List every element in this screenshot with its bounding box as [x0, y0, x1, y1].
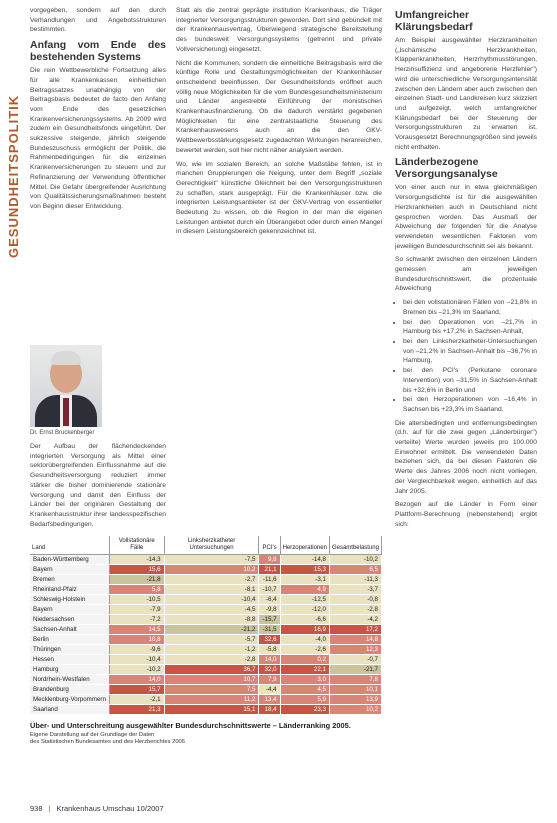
value-cell: 21,1: [259, 565, 280, 575]
value-cell: -7,2: [109, 615, 164, 625]
value-cell: 23,3: [280, 705, 329, 715]
column-header: Land: [30, 536, 109, 555]
value-cell: 10,2: [329, 705, 381, 715]
value-cell: -2,6: [280, 645, 329, 655]
column-header: Linksherzkatheter Untersuchungen: [164, 536, 259, 555]
region-cell: Brandenburg: [30, 685, 109, 695]
value-cell: -2,7: [164, 575, 259, 585]
value-cell: -5,7: [164, 635, 259, 645]
table-row: [30, 645, 382, 655]
table-header-row: [30, 536, 382, 555]
value-cell: -15,7: [259, 615, 280, 625]
section-heading: Umfangreicher Klärungsbedarf: [395, 9, 473, 33]
column-header: PCI's: [259, 536, 280, 555]
value-cell: 36,7: [164, 665, 259, 675]
value-cell: 5,9: [280, 695, 329, 705]
table-row: [30, 605, 382, 615]
publication-name: Krankenhaus Umschau 10/2007: [56, 804, 164, 813]
table-row: [30, 675, 382, 685]
value-cell: -10,4: [164, 595, 259, 605]
value-cell: -12,0: [280, 605, 329, 615]
value-cell: -11,3: [329, 575, 381, 585]
value-cell: 32,6: [259, 635, 280, 645]
region-cell: Bayern: [30, 605, 109, 615]
column-header: Herzoperationen: [280, 536, 329, 555]
value-cell: 18,4: [259, 705, 280, 715]
value-cell: 6,5: [329, 565, 381, 575]
value-cell: 14,5: [109, 625, 164, 635]
paragraph: Bezogen auf die Länder in Form einer Plattform-Berechnung (nebenstehend) ergibt sich:: [395, 501, 537, 528]
column-2: [176, 6, 382, 241]
value-cell: 14,0: [259, 655, 280, 665]
value-cell: 22,1: [280, 665, 329, 675]
region-cell: Sachsen-Anhalt: [30, 625, 109, 635]
value-cell: -11,6: [259, 575, 280, 585]
author-photo: [30, 345, 102, 427]
value-cell: 21,3: [109, 705, 164, 715]
region-cell: Bayern: [30, 565, 109, 575]
value-cell: -14,3: [109, 555, 164, 565]
paragraph: Die altersbedingten und entfernungsbedingten (d.h. auf für die zwei gegen „Länderbürger") verteilte) Werte wurden jeweils pro 100.000 Einwohner ermittelt. Die verwendeten Daten beziehen sich, da bei diesen Faktoren die Werte des Jahres 2006 noch nicht vorliegen, der Vergleichbarkeit wegen, einheitlich auf das Jahr 2005.: [395, 419, 537, 495]
value-cell: -10,4: [109, 655, 164, 665]
value-cell: -5,8: [259, 645, 280, 655]
table-row: [30, 685, 382, 695]
table-body: [30, 555, 382, 715]
region-cell: Berlin: [30, 635, 109, 645]
value-cell: 10,2: [164, 565, 259, 575]
paragraph: Wo, wie im sozialen Bereich, an solche Maßstäbe fehlen, ist in manchen Gruppierungen die Neigung, unter dem Begriff „soziale Gerechtigkeit" künstliche Gleichheit bei den Versorgungsstrukturen zu schaffen, stark ausgeprägt. Für die Krankenhäuser bzw. die integrierten Leistungsanbieter ist der GKV-Vertrag von essentieller Bedeutung zu wissen, ob die Region in der man die eigenen Leistungen anbietet durch ein Überangebot oder durch einen Mangel in diesem Leistungsbereich gekennzeichnet ist.: [176, 160, 382, 236]
value-cell: -4,5: [164, 605, 259, 615]
value-cell: 15,7: [109, 685, 164, 695]
value-cell: 13,4: [259, 695, 280, 705]
column-header: Vollstationäre Fälle: [109, 536, 164, 555]
page-number: 938: [30, 804, 43, 813]
region-cell: Thüringen: [30, 645, 109, 655]
value-cell: -3,1: [280, 575, 329, 585]
paragraph: Nicht die Kommunen, sondern die einheitliche Beitragsbasis wird die künftige Rolle und Gestaltungsmöglichkeiten der Krankenhäuser entscheidend beeinflussen. Der Gesundheitsfonds eröffnet auch völlig neue Möglichkeiten für die vom Bundesgesundheitsministerium und Länder angestrebte Einführung der monistischen Krankenhausfinanzierung. Ob die dadurch verstärkt gegebenen Möglichkeiten für eine zentralstaatliche Steuerung des Krankenhauswesens auch an die den GKV-Wettbewerbsstärkungsgesetz zugedachten Wirkungen heranreichen, bewertet werden, soll hier nicht näher analysiert werden.: [176, 59, 382, 154]
region-cell: Hamburg: [30, 665, 109, 675]
region-cell: Hessen: [30, 655, 109, 665]
table-row: [30, 635, 382, 645]
value-cell: -14,8: [280, 555, 329, 565]
region-cell: Niedersachsen: [30, 615, 109, 625]
region-cell: Mecklenburg-Vorpommern: [30, 695, 109, 705]
table-row: [30, 595, 382, 605]
table-source: [30, 732, 382, 746]
table-source-line: des Statistischen Bundesamtes und des Herzberichtes 2006: [30, 739, 185, 745]
paragraph: Statt als die zentral geprägte institution Krankenhaus, die Träger integrierter Versorgungsstrukturen geworden. Dort sind gebündelt mit der Krankenhausvertrag, Überwiegend strategische Bereitstellung des bundesweit Versorgungssystems (getrennt und private Vollversicherung) eingesetzt.: [176, 7, 382, 53]
region-cell: Baden-Württemberg: [30, 555, 109, 565]
value-cell: -31,5: [259, 625, 280, 635]
paragraph: Von einer auch nur in etwa gleichmäßigen Versorgungsdichte ist für die ausgewählten Herzkrankheiten auch in Deutschland nicht gesprochen worden. Das Ausmaß der Abweichung der folgenden für die Analyse verwendeten wesentlichen Faktoren vom jeweiligen Bundesdurchschnitt sei als bekannt.: [395, 184, 537, 250]
value-cell: 15,1: [164, 705, 259, 715]
value-cell: -21,8: [109, 575, 164, 585]
paragraph: Die rein Wettbewerbliche Fortsetzung alles für alle Krankenkassen einheitlichen Beitragssatzes unabhängig von der Beitragsbasis bedeutet de facto den Anfang vom Ende des gesetzlichen Krankenversicherungssystems. Ab 2009 wird zudem ein Gesundheitsfonds eingeführt. Der sukzessive steigende, jährlich steigende Bundeszuschuss ermöglicht der Politik, die Rahmenbedingungen für die einzelnen Krankenversicherungen zu steuern und zur Refinanzierung der Verwendung öffentlicher Mittel. Die Gefahr übergreifender Ausrichtung von Qualitätssicherungsmaßnahmen besteht von Beginn dieser Entwicklung.: [30, 67, 166, 210]
value-cell: 14,8: [329, 635, 381, 645]
value-cell: 10,8: [109, 635, 164, 645]
value-cell: -2,8: [164, 655, 259, 665]
value-cell: -3,7: [329, 585, 381, 595]
section-label: GESUNDHEITSPOLITIK: [6, 94, 21, 258]
value-cell: 3,0: [280, 675, 329, 685]
value-cell: 7,9: [259, 675, 280, 685]
value-cell: -12,5: [280, 595, 329, 605]
region-cell: Schleswig-Holstein: [30, 595, 109, 605]
region-cell: Nordrhein-Westfalen: [30, 675, 109, 685]
value-cell: -4,2: [329, 615, 381, 625]
value-cell: -0,7: [329, 655, 381, 665]
table-row: [30, 555, 382, 565]
ranking-table-block: [30, 536, 382, 746]
value-cell: -4,4: [259, 685, 280, 695]
paragraph: Der Aufbau der flächendeckenden integrierten Versorgung als Mittel einer sektorübergreifenden Einflussnahme auf die Gesundheitsversorgung reduziert immer stärker die bisher dominierende stationäre Versorgung und damit den Einfluss der Länder bei der originären Gestaltung der Krankenhausstruktur ihrer landesspezifischen Bedarfsbedingungen.: [30, 443, 166, 528]
value-cell: 15,3: [280, 565, 329, 575]
value-cell: -6,6: [280, 615, 329, 625]
column-3: [395, 6, 537, 533]
ranking-table: [30, 536, 382, 715]
region-cell: Rheinland-Pfalz: [30, 585, 109, 595]
bullet-list: [395, 298, 537, 414]
table-row: [30, 665, 382, 675]
value-cell: -4,0: [280, 635, 329, 645]
value-cell: 0,2: [280, 655, 329, 665]
column-header: Gesamtbelastung: [329, 536, 381, 555]
value-cell: -21,7: [329, 665, 381, 675]
value-cell: -9,6: [109, 645, 164, 655]
value-cell: -2,8: [329, 605, 381, 615]
value-cell: 4,9: [280, 585, 329, 595]
page-footer: 938 | Krankenhaus Umschau 10/2007: [30, 804, 164, 813]
photo-caption: Dr. Ernst Bruckenberger: [30, 430, 95, 436]
value-cell: -7,9: [109, 605, 164, 615]
region-cell: Bremen: [30, 575, 109, 585]
value-cell: 14,0: [109, 675, 164, 685]
table-caption: Über- und Unterschreitung ausgewählter Bundesdurchschnittswerte – Länderranking 2005.: [30, 721, 351, 730]
value-cell: 9,8: [259, 555, 280, 565]
list-item: • bei den PCI's (Perkutane coronare Intervention) von –31,5% in Sachsen-Anhalt bis +32,6% in Berlin und: [403, 366, 537, 395]
value-cell: -10,7: [259, 585, 280, 595]
list-item: • bei den Operationen von –21,7% in Hamburg bis +17,2% in Sachsen-Anhalt,: [403, 318, 537, 337]
value-cell: -10,5: [109, 595, 164, 605]
table-row: [30, 695, 382, 705]
value-cell: -8,8: [164, 615, 259, 625]
value-cell: 17,2: [329, 625, 381, 635]
table-source-line: Eigene Darstellung auf der Grundlage der Daten: [30, 732, 155, 738]
value-cell: 7,8: [329, 675, 381, 685]
section-heading: Anfang vom Ende des bestehenden Systems: [30, 39, 166, 64]
value-cell: 12,3: [329, 645, 381, 655]
value-cell: -10,2: [329, 555, 381, 565]
value-cell: 5,8: [109, 585, 164, 595]
value-cell: 32,0: [259, 665, 280, 675]
paragraph: Am Beispiel ausgewählter Herzkrankheiten („Ischämische Herzkrankheiten, Klappenkrankheiten, Herzrhythmusstörungen, Herzinsuffizienz und angeborene Herzfehler") wird die unterschiedliche Versorgungsintensität zwischen den Ländern aber auch zwischen den einzelnen Stadt- und Landkreisen kurz skizziert und aufgezeigt, welch umfangreicher Klärungsbedarf bei der Steuerung der Versorgungsstrukturen zu erwarten ist. Vorausgesetzt Berechnungsgrößen sind jeweils nicht enthalten.: [395, 37, 537, 151]
table-row: [30, 575, 382, 585]
value-cell: 4,5: [280, 685, 329, 695]
value-cell: -9,8: [259, 605, 280, 615]
value-cell: 13,9: [329, 695, 381, 705]
value-cell: 10,1: [329, 685, 381, 695]
table-row: [30, 705, 382, 715]
table-row: [30, 585, 382, 595]
value-cell: 15,6: [109, 565, 164, 575]
value-cell: -2,1: [109, 695, 164, 705]
list-item: • bei den Herzoperationen von –16,4% in Sachsen bis +23,3% im Saarland.: [403, 395, 537, 414]
value-cell: 16,9: [280, 625, 329, 635]
paragraph: vorgegeben, sondern auf den durch Verhandlungen und Angebotsstrukturen bestimmten.: [30, 7, 166, 34]
column-1-lower: [30, 442, 166, 533]
list-item: • bei den vollstationären Fällen von –21,8% in Bremen bis –21,3% im Saarland,: [403, 298, 537, 317]
value-cell: 10,7: [164, 675, 259, 685]
table-row: [30, 615, 382, 625]
region-cell: Saarland: [30, 705, 109, 715]
table-row: [30, 625, 382, 635]
table-row: [30, 655, 382, 665]
value-cell: -7,5: [164, 555, 259, 565]
value-cell: -10,2: [109, 665, 164, 675]
paragraph: So schwankt zwischen den einzelnen Ländern gemessen am jeweiligen Bundesdurchschnittswert, die prozentuale Abweichung: [395, 256, 537, 293]
value-cell: -8,1: [164, 585, 259, 595]
value-cell: -1,2: [164, 645, 259, 655]
table-row: [30, 565, 382, 575]
column-1: [30, 6, 166, 216]
list-item: • bei den Linksherzkatheter-Untersuchungen von –21,2% in Sachsen-Anhalt bis –36,7% in Hamburg,: [403, 337, 537, 366]
value-cell: -6,4: [259, 595, 280, 605]
value-cell: -21,2: [164, 625, 259, 635]
section-heading: Länderbezogene Versorgungsanalyse: [395, 156, 498, 181]
value-cell: 7,5: [164, 685, 259, 695]
value-cell: -0,8: [329, 595, 381, 605]
value-cell: 11,2: [164, 695, 259, 705]
